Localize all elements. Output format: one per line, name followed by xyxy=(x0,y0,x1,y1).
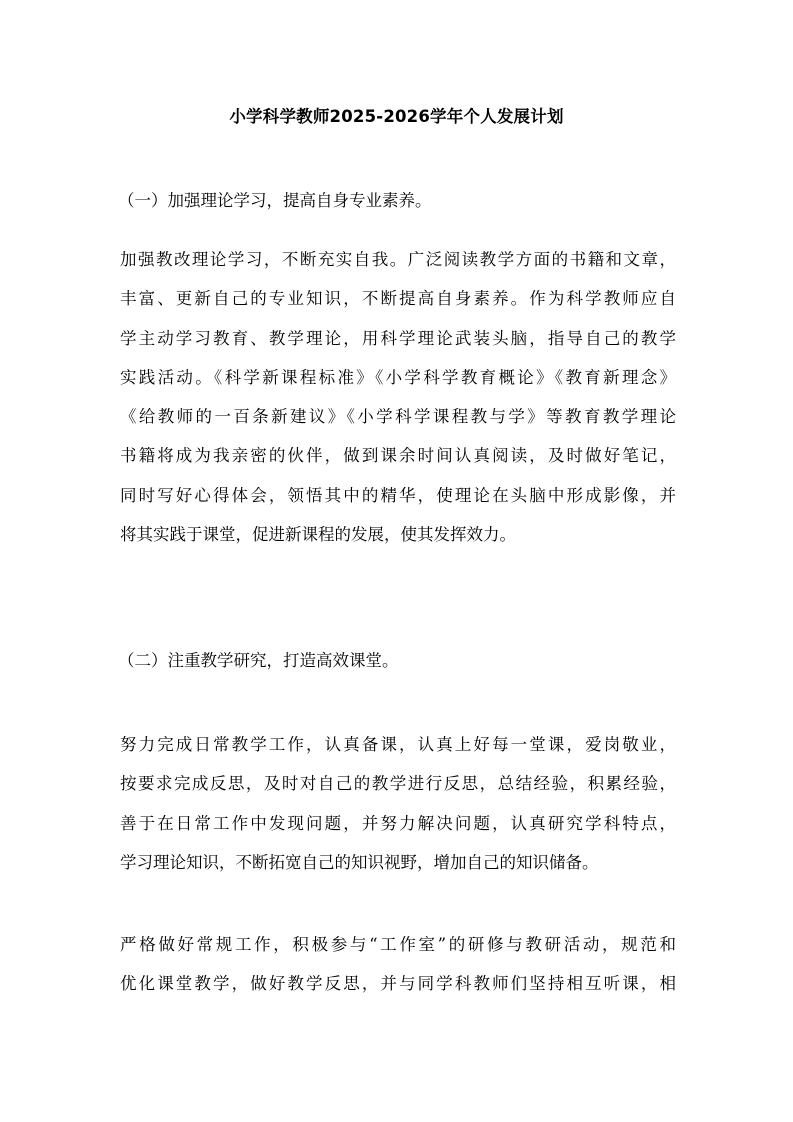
paragraph-line: 善于在日常工作中发现问题，并努力解决问题，认真研究学科特点， xyxy=(120,813,676,833)
document-title: 小学科学教师2025-2026学年个人发展计划 xyxy=(229,107,564,126)
paragraph-1 xyxy=(120,247,680,561)
section-heading-2: （二）注重教学研究，打造高效课堂。 xyxy=(118,651,399,670)
paragraph-3 xyxy=(120,932,680,1011)
paragraph-line: 将其实践于课堂，促进新课程的发展，使其发挥效力。 xyxy=(120,525,516,545)
section-heading-1: （一）加强理论学习，提高自身专业素养。 xyxy=(118,191,432,210)
paragraph-line: 努力完成日常教学工作，认真备课，认真上好每一堂课，爱岗敬业， xyxy=(120,735,676,754)
paragraph-line: 书籍将成为我亲密的伙伴，做到课余时间认真阅读，及时做好笔记， xyxy=(120,446,676,466)
paragraph-2 xyxy=(120,732,680,889)
paragraph-line: 加强教改理论学习，不断充实自我。广泛阅读教学方面的书籍和文章， xyxy=(120,250,676,269)
paragraph-line: 丰富、更新自己的专业知识，不断提高自身素养。作为科学教师应自 xyxy=(120,289,676,309)
paragraph-line: 学主动学习教育、教学理论，用科学理论武装头脑，指导自己的教学 xyxy=(120,328,676,348)
paragraph-line: 严格做好常规工作，积极参与“工作室”的研修与教研活动，规范和 xyxy=(120,935,676,954)
paragraph-line: 同时写好心得体会，领悟其中的精华，使理论在头脑中形成影像，并 xyxy=(120,485,676,505)
paragraph-line: 按要求完成反思，及时对自己的教学进行反思，总结经验，积累经验， xyxy=(120,774,676,794)
paragraph-line: 实践活动。《科学新课程标准》《小学科学教育概论》《教育新理念》 xyxy=(120,367,676,387)
paragraph-line: 《给教师的一百条新建议》《小学科学课程教与学》等教育教学理论 xyxy=(120,407,676,427)
paragraph-line: 优化课堂教学，做好教学反思，并与同学科教师们坚持相互听课，相 xyxy=(120,974,676,994)
paragraph-line: 学习理论知识，不断拓宽自己的知识视野，增加自己的知识储备。 xyxy=(120,852,599,872)
